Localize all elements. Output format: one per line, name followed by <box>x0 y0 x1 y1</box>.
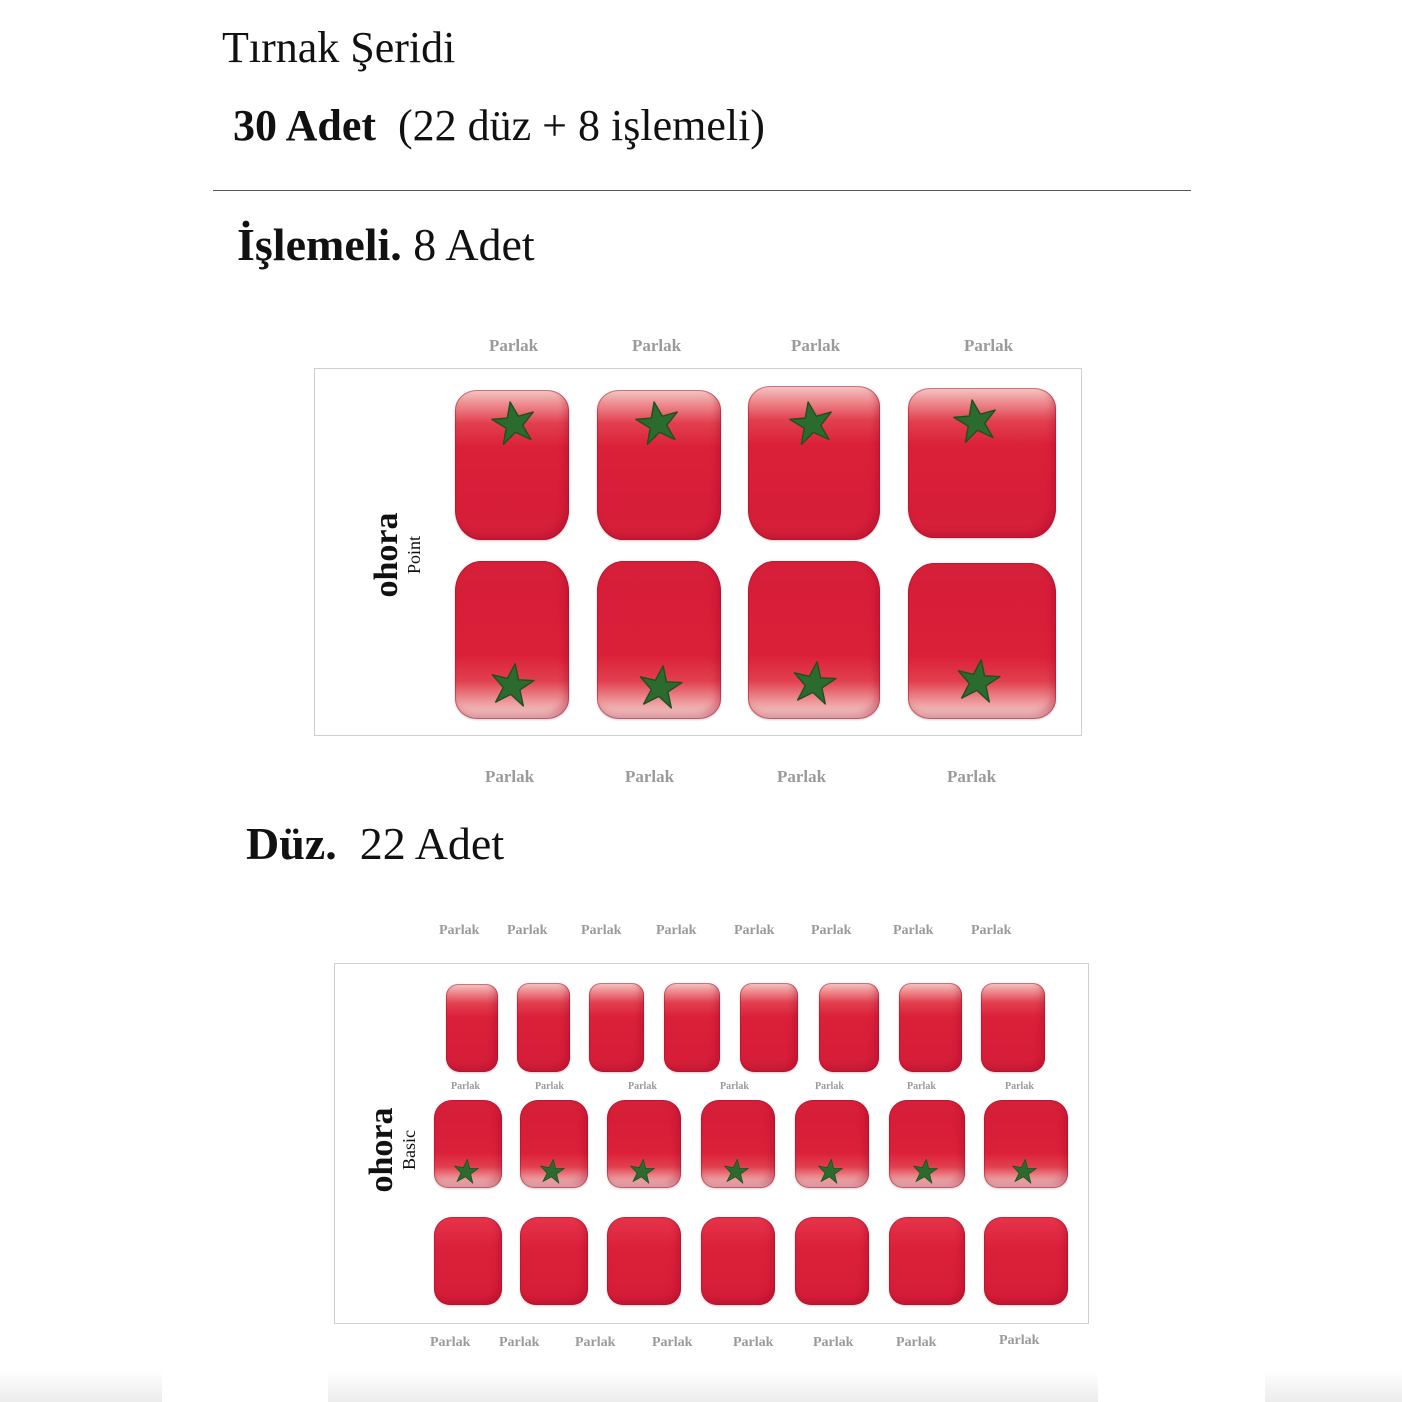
point-top-label: Parlak <box>964 336 1014 355</box>
tomato-leaf-icon <box>784 396 840 457</box>
tomato-leaf-icon <box>626 1156 658 1193</box>
basic-bottom-label: Parlak <box>430 1335 471 1350</box>
basic-top-label: Parlak <box>734 923 775 938</box>
brand-logo: ohora <box>368 512 405 598</box>
point-top-label: Parlak <box>791 336 841 355</box>
basic-bottom-label: Parlak <box>499 1335 540 1350</box>
basic-inner-label: Parlak <box>907 1081 936 1092</box>
tomato-leaf-icon <box>909 1156 941 1193</box>
tomato-leaf-icon <box>948 394 1004 455</box>
nail-sticker <box>740 983 798 1072</box>
tomato-leaf-icon <box>486 396 542 457</box>
basic-top-label: Parlak <box>811 923 852 938</box>
nail-sticker <box>664 983 720 1072</box>
point-brand <box>368 500 424 610</box>
point-section-heading <box>237 219 535 271</box>
nail-sticker <box>889 1217 965 1305</box>
point-top-label: Parlak <box>632 336 682 355</box>
tomato-leaf-icon <box>786 656 842 717</box>
nail-sticker <box>701 1217 775 1305</box>
basic-bottom-label: Parlak <box>575 1335 616 1350</box>
tomato-leaf-icon <box>950 654 1006 715</box>
basic-top-label: Parlak <box>656 923 697 938</box>
basic-brand <box>363 1095 419 1205</box>
tomato-leaf-icon <box>1008 1156 1040 1193</box>
nail-sticker <box>984 1217 1068 1305</box>
page-title: Tırnak Şeridi <box>222 23 456 72</box>
basic-heading-bold: Düz. <box>246 818 337 869</box>
tomato-leaf-icon <box>814 1156 846 1193</box>
basic-heading-count: 22 Adet <box>359 818 505 869</box>
nail-sticker <box>981 983 1045 1072</box>
nail-sticker <box>607 1217 681 1305</box>
nail-sticker <box>589 983 644 1072</box>
brand-line: Point <box>404 536 424 575</box>
tomato-leaf-icon <box>630 396 686 457</box>
piece-count-total: 30 Adet <box>233 101 376 150</box>
divider <box>213 190 1191 191</box>
tomato-leaf-icon <box>484 658 540 719</box>
nail-sticker <box>520 1217 588 1305</box>
nail-sticker <box>899 983 962 1072</box>
point-top-label: Parlak <box>489 336 539 355</box>
basic-bottom-label: Parlak <box>733 1335 774 1350</box>
brand-logo: ohora <box>363 1107 400 1193</box>
nail-sticker <box>819 983 879 1072</box>
basic-inner-label: Parlak <box>1005 1081 1034 1092</box>
basic-bottom-label: Parlak <box>999 1333 1040 1348</box>
nail-sticker <box>795 1217 869 1305</box>
basic-inner-label: Parlak <box>720 1081 749 1092</box>
basic-bottom-label: Parlak <box>896 1335 937 1350</box>
basic-inner-label: Parlak <box>628 1081 657 1092</box>
basic-top-label: Parlak <box>971 923 1012 938</box>
point-heading-count: 8 Adet <box>413 219 535 270</box>
point-bottom-label: Parlak <box>625 767 675 786</box>
basic-top-label: Parlak <box>507 923 548 938</box>
brand-line: Basic <box>399 1130 419 1170</box>
piece-count-detail: (22 düz + 8 işlemeli) <box>398 101 765 150</box>
basic-top-label: Parlak <box>439 923 480 938</box>
basic-top-label: Parlak <box>893 923 934 938</box>
nail-sticker <box>446 984 498 1072</box>
basic-inner-label: Parlak <box>815 1081 844 1092</box>
basic-bottom-label: Parlak <box>652 1335 693 1350</box>
point-heading-bold: İşlemeli. <box>237 219 402 270</box>
basic-bottom-label: Parlak <box>813 1335 854 1350</box>
point-bottom-label: Parlak <box>947 767 997 786</box>
nail-sticker <box>434 1217 502 1305</box>
nail-sticker <box>517 983 570 1072</box>
tomato-leaf-icon <box>450 1156 482 1193</box>
point-bottom-label: Parlak <box>777 767 827 786</box>
tomato-leaf-icon <box>536 1156 568 1193</box>
tomato-leaf-icon <box>720 1156 752 1193</box>
basic-inner-label: Parlak <box>451 1081 480 1092</box>
basic-inner-label: Parlak <box>535 1081 564 1092</box>
bottom-shadow <box>328 1372 1098 1402</box>
bottom-shadow <box>0 1370 162 1402</box>
piece-count <box>233 100 765 152</box>
basic-top-label: Parlak <box>581 923 622 938</box>
point-bottom-label: Parlak <box>485 767 535 786</box>
tomato-leaf-icon <box>632 660 688 721</box>
bottom-shadow <box>1265 1370 1402 1402</box>
basic-section-heading <box>246 818 504 870</box>
